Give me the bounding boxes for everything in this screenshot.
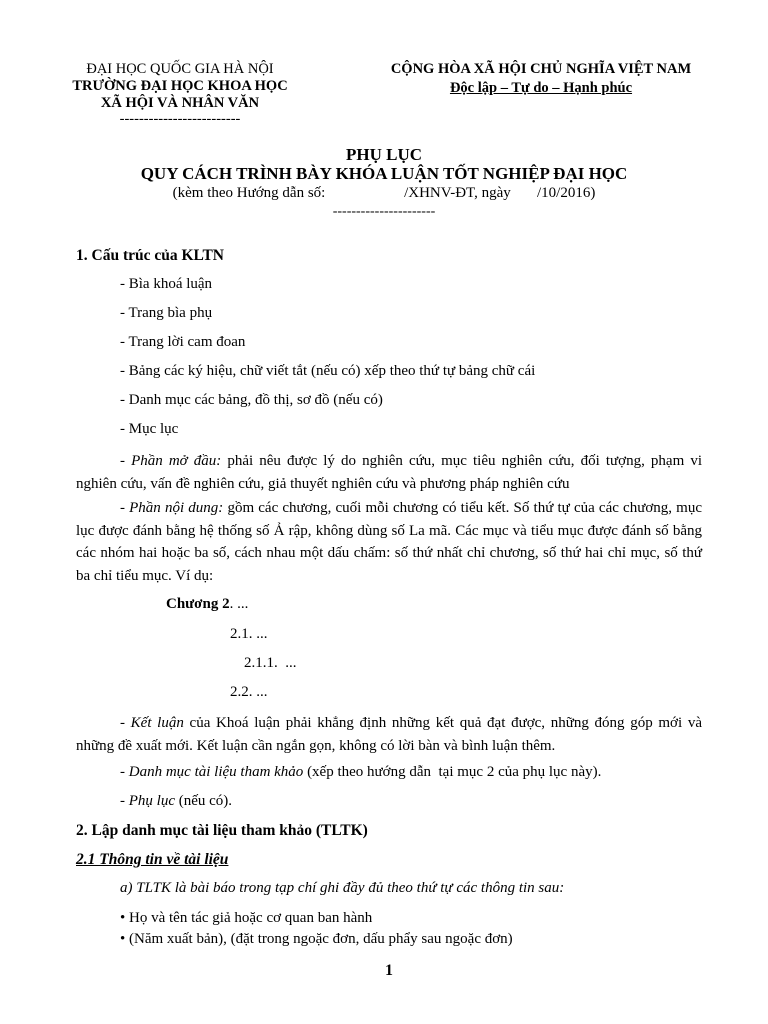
content-label: - Phần nội dung: bbox=[120, 500, 224, 516]
country-name: CỘNG HÒA XÃ HỘI CHỦ NGHĨA VIỆT NAM bbox=[390, 61, 692, 77]
section2-1-a: a) TLTK là bài báo trong tạp chí ghi đầy đủ theo thứ tự các thông tin sau: bbox=[120, 880, 565, 896]
intro-paragraph bbox=[76, 450, 702, 495]
document-reference: (kèm theo Hướng dẫn số: /XHNV-ĐT, ngày /10/2016) bbox=[172, 185, 596, 201]
university-name: ĐẠI HỌC QUỐC GIA HÀ NỘI bbox=[86, 61, 274, 77]
example-subsection: 2.1.1. ... bbox=[244, 655, 297, 671]
intro-label: - Phần mở đầu: bbox=[120, 453, 222, 469]
bullet-item: • (Năm xuất bản), (đặt trong ngoặc đơn, dấu phẩy sau ngoặc đơn) bbox=[120, 931, 513, 947]
intro-text: phải nêu được lý do nghiên cứu, mục tiêu nghiên cứu, đối tượng, phạm vi nghiên cứu, vấn đề nghiên cứu, giả thuyết nghiên cứu và phương pháp nghiên cứu bbox=[76, 453, 702, 492]
references-text: (xếp theo hướng dẫn tại mục 2 của phụ lục này). bbox=[303, 764, 602, 780]
conclusion-paragraph bbox=[76, 712, 702, 757]
example-section: 2.1. ... bbox=[230, 626, 268, 642]
appendix-item bbox=[120, 793, 232, 810]
list-item: - Trang bìa phụ bbox=[120, 305, 213, 321]
school-name-line1: TRƯỜNG ĐẠI HỌC KHOA HỌC bbox=[72, 78, 288, 94]
header-left bbox=[60, 61, 300, 127]
conclusion-label: - Kết luận bbox=[120, 715, 184, 731]
list-item: - Bảng các ký hiệu, chữ viết tắt (nếu có) xếp theo thứ tự bảng chữ cái bbox=[120, 363, 536, 379]
bullet-item: • Họ và tên tác giả hoặc cơ quan ban hành bbox=[120, 910, 373, 926]
section2-1-heading: 2.1 Thông tin về tài liệu bbox=[76, 851, 229, 868]
header-right bbox=[368, 61, 714, 97]
section1-heading: 1. Cấu trúc của KLTN bbox=[76, 247, 224, 264]
school-name-line2: XÃ HỘI VÀ NHÂN VĂN bbox=[100, 95, 260, 111]
example-chapter-rest: . ... bbox=[229, 596, 249, 612]
motto: Độc lập – Tự do – Hạnh phúc bbox=[449, 80, 633, 96]
header-left-rule: ------------------------- bbox=[119, 111, 241, 127]
references-item bbox=[120, 764, 601, 781]
appendix-title: PHỤ LỤC bbox=[345, 145, 423, 164]
content-text: gồm các chương, cuối mỗi chương có tiểu kết. Số thứ tự của các chương, mục lục được đánh bằng hệ thống số Ả rập, không dùng số La mã. Các mục và tiểu mục được đánh số bằng các nhóm hai hoặc ba số, cách nhau một dấu chấm: số thứ nhất chỉ chương, số thứ hai chỉ mục, số thứ ba chỉ tiểu mục. Ví dụ: bbox=[76, 500, 702, 584]
example-section: 2.2. ... bbox=[230, 684, 268, 700]
list-item: - Trang lời cam đoan bbox=[120, 334, 246, 350]
example-chapter bbox=[166, 596, 248, 613]
document-title: QUY CÁCH TRÌNH BÀY KHÓA LUẬN TỐT NGHIỆP ĐẠI HỌC bbox=[140, 164, 628, 183]
list-item: - Bìa khoá luận bbox=[120, 276, 213, 292]
conclusion-text: của Khoá luận phải khẳng định những kết quả đạt được, những đóng góp mới và những đề xuất mới. Kết luận cần ngắn gọn, không có lời bàn và bình luận thêm. bbox=[76, 715, 702, 754]
references-label: - Danh mục tài liệu tham khảo bbox=[120, 764, 304, 780]
example-chapter-label: Chương 2 bbox=[166, 596, 230, 612]
section2-heading: 2. Lập danh mục tài liệu tham khảo (TLTK) bbox=[76, 822, 368, 839]
list-item: - Danh mục các bảng, đồ thị, sơ đồ (nếu có) bbox=[120, 392, 383, 408]
page-number: 1 bbox=[385, 962, 393, 979]
content-paragraph bbox=[76, 497, 702, 587]
title-rule: ---------------------- bbox=[332, 204, 436, 219]
appendix-label: - Phụ lục bbox=[120, 793, 175, 809]
list-item: - Mục lục bbox=[120, 421, 179, 437]
appendix-text: (nếu có). bbox=[174, 793, 233, 809]
